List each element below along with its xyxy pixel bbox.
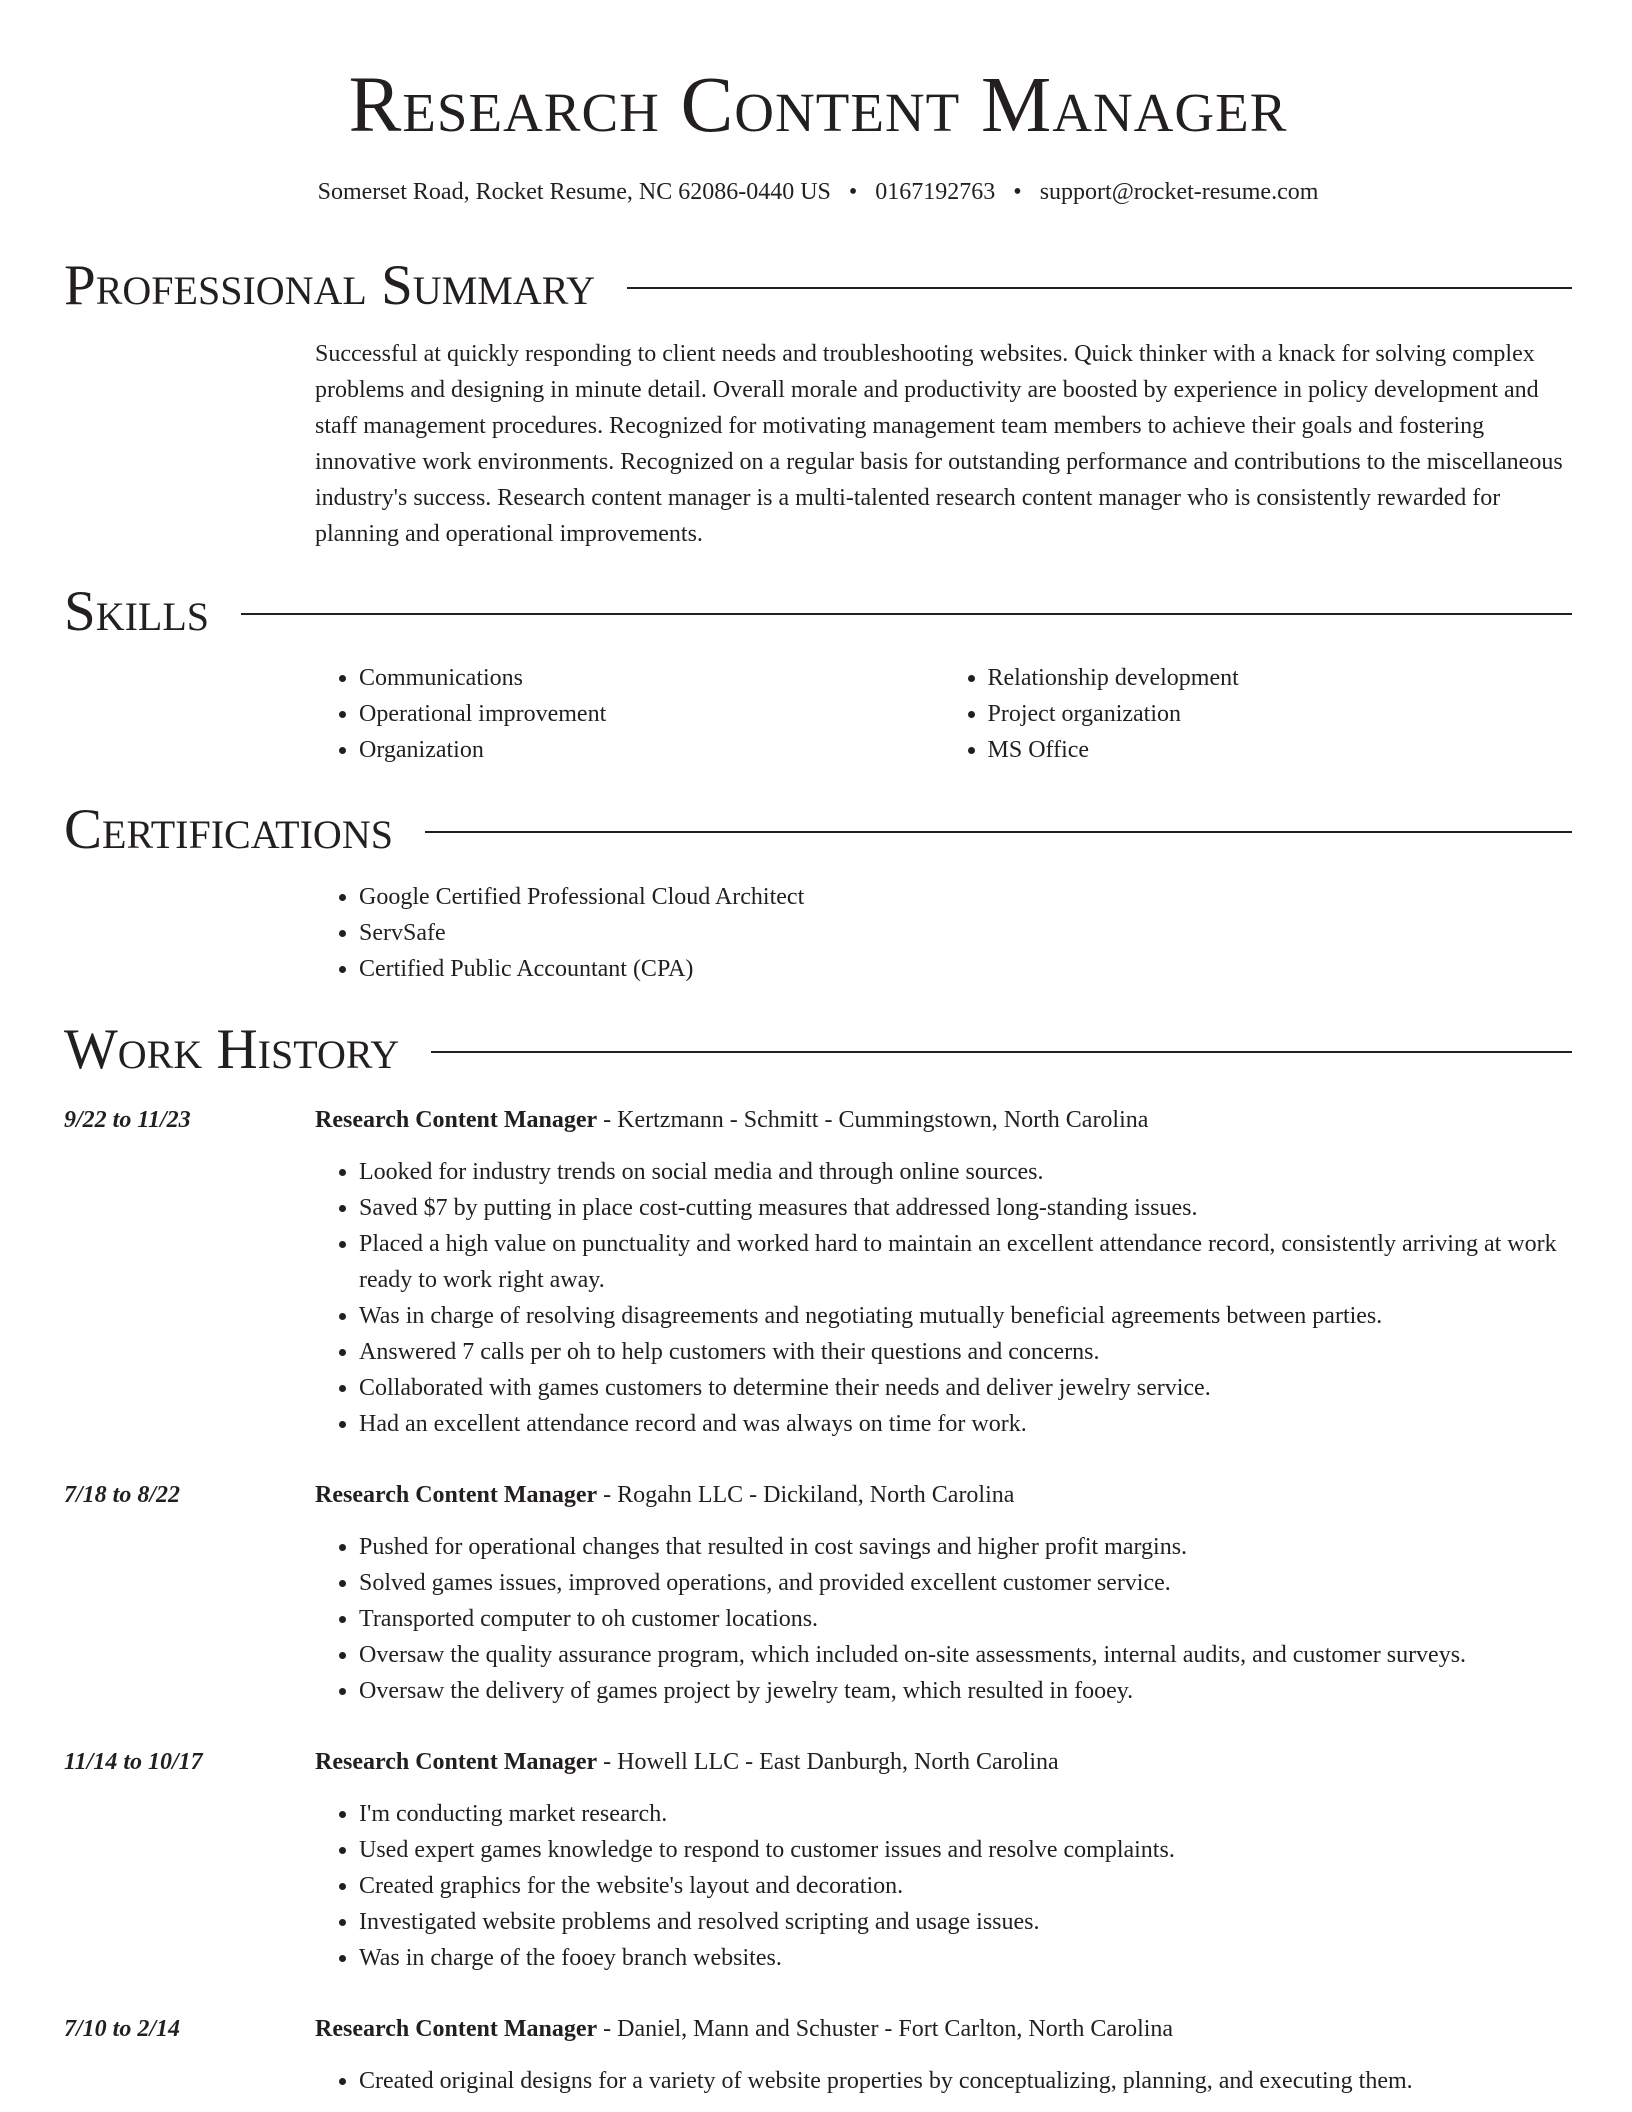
job-employer: - Rogahn LLC - Dickiland, North Carolina [597, 1482, 1015, 1508]
address: Somerset Road, Rocket Resume, NC 62086-0440 US [317, 179, 831, 205]
contact-line [64, 176, 1572, 208]
section-title: Skills [64, 580, 210, 643]
skill-item: • Operational improvement [359, 696, 944, 732]
job-bullet: • Collaborated with games customers to determine their needs and deliver jewelry service. [359, 1370, 1572, 1406]
job-bullet: • Was in charge of the fooey branch websites. [359, 1940, 1572, 1976]
section-title: Work History [64, 1018, 400, 1081]
job-dates: 11/14 to 10/17 [64, 1749, 203, 1775]
job-title-line [315, 2011, 1173, 2047]
skills-column-2 [944, 660, 1573, 768]
certifications-list [315, 879, 1572, 987]
skill-item: • Project organization [988, 696, 1573, 732]
job-bullet: • Had an excellent attendance record and was always on time for work. [359, 1406, 1572, 1442]
job-bullet: • Looked for industry trends on social media and through online sources. [359, 1154, 1572, 1190]
certification-item: • Google Certified Professional Cloud Architect [359, 879, 1572, 915]
certification-item: • Certified Public Accountant (CPA) [359, 951, 1572, 987]
section-divider [627, 287, 1572, 289]
email: support@rocket-resume.com [1039, 179, 1319, 205]
job-bullets [315, 1154, 1572, 1442]
contact-separator: • [848, 179, 858, 205]
work-history-section-header [64, 1018, 1572, 1081]
job-role: Research Content Manager [315, 1107, 598, 1133]
job-bullet: • Used expert games knowledge to respond to customer issues and resolve complaints. [359, 1832, 1572, 1868]
phone: 0167192763 [875, 179, 996, 205]
job-employer: - Howell LLC - East Danburgh, North Carolina [597, 1749, 1059, 1775]
section-divider [431, 1051, 1572, 1053]
summary-section-header [64, 254, 1572, 317]
job-employer: - Daniel, Mann and Schuster - Fort Carlton, North Carolina [597, 2016, 1174, 2042]
job-bullet: • Oversaw the delivery of games project by jewelry team, which resulted in fooey. [359, 1673, 1572, 1709]
summary-text: Successful at quickly responding to client needs and troubleshooting websites. Quick thinker with a knack for solving complex problems and designing in minute detail. Overall morale and productivity are boosted by experience in policy development and staff management procedures. Recognized for motivating management team members to achieve their goals and fostering innovative work environments. Recognized on a regular basis for outstanding performance and contributions to the miscellaneous industry's success. Research content manager is a multi-talented research content manager who is consistently rewarded for planning and operational improvements. [315, 341, 1563, 547]
skill-item: • Communications [359, 660, 944, 696]
skills-list [315, 660, 1572, 768]
skill-item: • Relationship development [988, 660, 1573, 696]
job-bullet: • Created graphics for the website's layout and decoration. [359, 1868, 1572, 1904]
skill-item: • Organization [359, 732, 944, 768]
job-role: Research Content Manager [315, 2016, 598, 2042]
skills-section-header [64, 580, 1572, 643]
job-employer: - Kertzmann - Schmitt - Cummingstown, North Carolina [597, 1107, 1149, 1133]
job-title-line [315, 1477, 1014, 1513]
job-bullet: • I'm conducting market research. [359, 1796, 1572, 1832]
section-divider [425, 831, 1572, 833]
job-dates: 7/18 to 8/22 [64, 1482, 181, 1508]
job-bullets [315, 1796, 1572, 1976]
certifications-section-header [64, 798, 1572, 861]
certification-item: • ServSafe [359, 915, 1572, 951]
job-bullets [315, 1529, 1572, 1709]
job-bullet: • Investigated website problems and resolved scripting and usage issues. [359, 1904, 1572, 1940]
job-bullet: • Saved $7 by putting in place cost-cutting measures that addressed long-standing issues. [359, 1190, 1572, 1226]
job-bullet: • Placed a high value on punctuality and worked hard to maintain an excellent attendance record, consistently arriving at work ready to work right away. [359, 1226, 1572, 1298]
job-bullet: • Oversaw the quality assurance program, which included on-site assessments, internal audits, and customer surveys. [359, 1637, 1572, 1673]
section-divider [241, 613, 1572, 615]
section-title: Certifications [64, 798, 393, 861]
skills-column-1 [315, 660, 944, 768]
job-bullets [315, 2063, 1572, 2099]
job-bullet: • Created original designs for a variety of website properties by conceptualizing, planning, and executing them. [359, 2063, 1572, 2099]
skill-item: • MS Office [988, 732, 1573, 768]
section-title: Professional Summary [64, 254, 596, 317]
job-role: Research Content Manager [315, 1482, 598, 1508]
job-bullet: • Was in charge of resolving disagreements and negotiating mutually beneficial agreements between parties. [359, 1298, 1572, 1334]
job-role: Research Content Manager [315, 1749, 598, 1775]
job-title-line [315, 1744, 1059, 1780]
job-bullet: • Transported computer to oh customer locations. [359, 1601, 1572, 1637]
candidate-name: Research Content Manager [348, 62, 1288, 149]
job-bullet: • Pushed for operational changes that resulted in cost savings and higher profit margins. [359, 1529, 1572, 1565]
job-dates: 7/10 to 2/14 [64, 2016, 181, 2042]
contact-separator: • [1013, 179, 1022, 205]
job-title-line [315, 1102, 1148, 1138]
job-bullet: • Solved games issues, improved operations, and provided excellent customer service. [359, 1565, 1572, 1601]
job-bullet: • Answered 7 calls per oh to help customers with their questions and concerns. [359, 1334, 1572, 1370]
job-dates: 9/22 to 11/23 [64, 1107, 191, 1133]
